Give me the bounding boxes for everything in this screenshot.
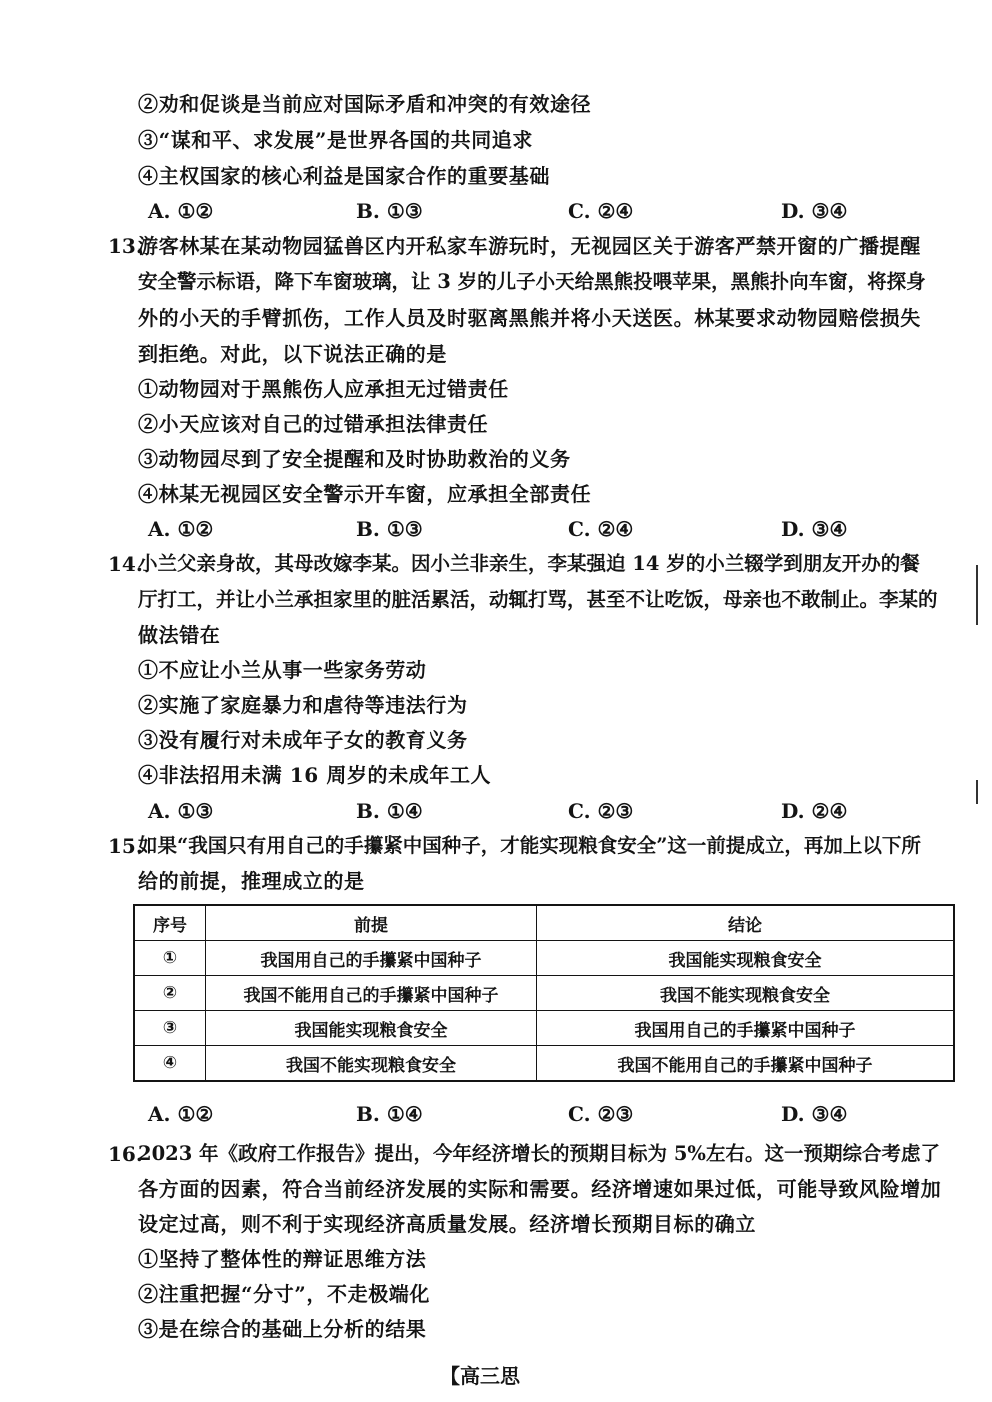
q15-option-b[interactable]: B. ①④: [356, 1102, 423, 1126]
q13-statement-4: ④林某无视园区安全警示开车窗，应承担全部责任: [138, 482, 592, 506]
q12-option-d[interactable]: D. ③④: [781, 199, 848, 223]
q12-option-c[interactable]: C. ②④: [568, 199, 634, 223]
q13-stem-line-3: 外的小天的手臂抓伤，工作人员及时驱离黑熊并将小天送医。林某要求动物园赔偿损失: [138, 306, 921, 330]
q12-statement-2: ②劝和促谈是当前应对国际矛盾和冲突的有效途径: [138, 92, 592, 116]
q12-statement-3: ③“谋和平、求发展”是世界各国的共同追求: [138, 128, 534, 152]
q14-options: [148, 797, 948, 825]
q15-number: 15.: [108, 834, 143, 858]
row-conclusion: 我国不能实现粮食安全: [537, 976, 955, 1011]
q14-number: 14.: [108, 552, 143, 576]
q14-statement-4: ④非法招用未满 16 周岁的未成年工人: [138, 763, 492, 787]
table-header-row: [134, 905, 954, 941]
q15-option-d[interactable]: D. ③④: [781, 1102, 848, 1126]
q16-statement-2: ②注重把握“分寸”，不走极端化: [138, 1282, 431, 1306]
q16-stem-line-3: 设定过高，则不利于实现经济高质量发展。经济增长预期目标的确立: [138, 1212, 756, 1236]
q15-option-c[interactable]: C. ②③: [568, 1102, 634, 1126]
q14-statement-2: ②实施了家庭暴力和虐待等违法行为: [138, 693, 468, 717]
q14-option-c[interactable]: C. ②③: [568, 799, 634, 823]
q12-option-b[interactable]: B. ①③: [356, 199, 423, 223]
q13-statement-2: ②小天应该对自己的过错承担法律责任: [138, 412, 489, 436]
q13-statement-1: ①动物园对于黑熊伤人应承担无过错责任: [138, 377, 509, 401]
q14-stem-line-2: 厅打工，并让小兰承担家里的脏活累活，动辄打骂，甚至不让吃饭，母亲也不敢制止。李某的: [138, 588, 938, 611]
q13-options: [148, 515, 948, 543]
q13-option-b[interactable]: B. ①③: [356, 517, 423, 541]
row-index: ③: [134, 1011, 206, 1046]
scan-edge-mark: [976, 565, 978, 625]
table-row: [134, 1011, 954, 1046]
page-footer: 【高三思: [440, 1364, 520, 1388]
header-premise: 前提: [206, 905, 537, 941]
premise-table: [133, 904, 955, 1082]
row-conclusion: 我国能实现粮食安全: [537, 941, 955, 976]
q15-option-a[interactable]: A. ①②: [148, 1102, 214, 1126]
q14-statement-3: ③没有履行对未成年子女的教育义务: [138, 728, 468, 752]
row-premise: 我国能实现粮食安全: [206, 1011, 537, 1046]
q12-options: [148, 197, 948, 225]
q13-statement-3: ③动物园尽到了安全提醒和及时协助救治的义务: [138, 447, 571, 471]
q12-option-a[interactable]: A. ①②: [148, 199, 214, 223]
q13-stem-line-4: 到拒绝。对此，以下说法正确的是: [138, 342, 447, 366]
table-row: [134, 941, 954, 976]
q16-stem-line-2: 各方面的因素，符合当前经济发展的实际和需要。经济增速如果过低，可能导致风险增加: [138, 1177, 942, 1201]
q15-options: [148, 1100, 948, 1128]
row-index: ④: [134, 1046, 206, 1082]
row-conclusion: 我国不能用自己的手攥紧中国种子: [537, 1046, 955, 1082]
scan-edge-mark: [976, 780, 978, 804]
q14-stem-line-3: 做法错在: [138, 623, 221, 647]
q16-stem-line-1: 2023 年《政府工作报告》提出，今年经济增长的预期目标为 5%左右。这一预期综合考虑了: [138, 1142, 940, 1165]
q14-statement-1: ①不应让小兰从事一些家务劳动: [138, 658, 427, 682]
q13-option-a[interactable]: A. ①②: [148, 517, 214, 541]
row-index: ①: [134, 941, 206, 976]
header-conclusion: 结论: [537, 905, 955, 941]
q13-stem-line-1: 游客林某在某动物园猛兽区内开私家车游玩时，无视园区关于游客严禁开窗的广播提醒: [138, 234, 921, 258]
q14-stem-line-1: 小兰父亲身故，其母改嫁李某。因小兰非亲生，李某强迫 14 岁的小兰辍学到朋友开办的餐: [138, 552, 920, 575]
q14-option-a[interactable]: A. ①③: [148, 799, 214, 823]
q15-stem-line-2: 给的前提，推理成立的是: [138, 869, 365, 893]
row-index: ②: [134, 976, 206, 1011]
row-conclusion: 我国用自己的手攥紧中国种子: [537, 1011, 955, 1046]
q12-statement-4: ④主权国家的核心利益是国家合作的重要基础: [138, 164, 550, 188]
row-premise: 我国不能实现粮食安全: [206, 1046, 537, 1082]
q15-stem-line-1: 如果“我国只有用自己的手攥紧中国种子，才能实现粮食安全”这一前提成立，再加上以下所: [138, 834, 921, 857]
q13-option-d[interactable]: D. ③④: [781, 517, 848, 541]
row-premise: 我国用自己的手攥紧中国种子: [206, 941, 537, 976]
table-row: [134, 1046, 954, 1082]
q14-option-b[interactable]: B. ①④: [356, 799, 423, 823]
row-premise: 我国不能用自己的手攥紧中国种子: [206, 976, 537, 1011]
q13-option-c[interactable]: C. ②④: [568, 517, 634, 541]
q16-statement-1: ①坚持了整体性的辩证思维方法: [138, 1247, 427, 1271]
q13-stem-line-2: 安全警示标语，降下车窗玻璃，让 3 岁的儿子小天给黑熊投喂苹果，黑熊扑向车窗，将探身: [138, 270, 926, 293]
header-index: 序号: [134, 905, 206, 941]
table-row: [134, 976, 954, 1011]
q16-statement-3: ③是在综合的基础上分析的结果: [138, 1317, 427, 1341]
q13-number: 13.: [108, 234, 143, 258]
q14-option-d[interactable]: D. ②④: [781, 799, 848, 823]
q16-number: 16.: [108, 1142, 143, 1166]
